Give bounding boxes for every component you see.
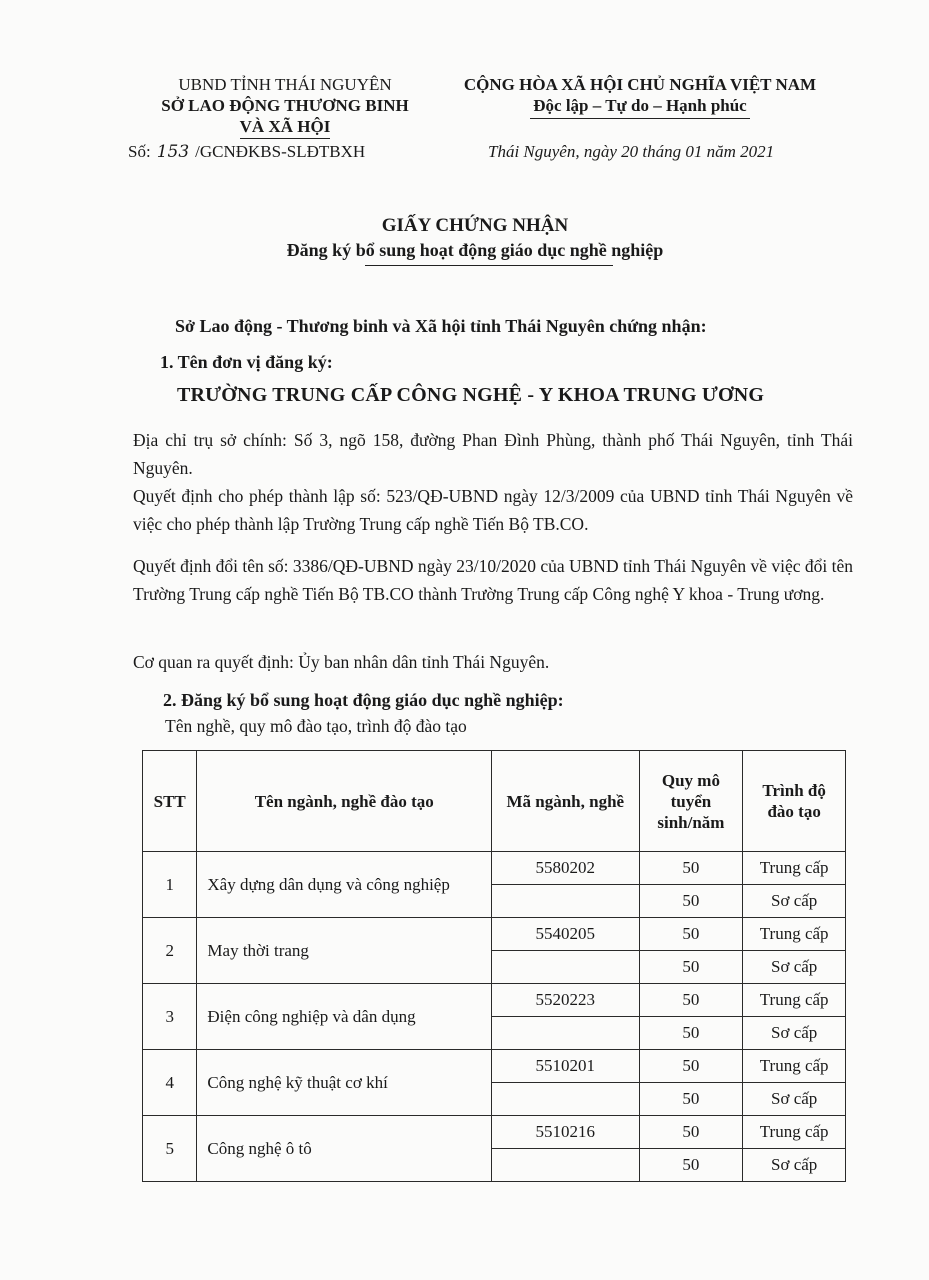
cell-program-code: 5580202 — [492, 852, 639, 885]
cell-enrollment: 50 — [639, 918, 743, 951]
cell-stt: 2 — [143, 918, 197, 984]
doc-number-suffix: /GCNĐKBS-SLĐTBXH — [195, 142, 366, 161]
table-row — [143, 852, 846, 885]
cell-level: Sơ cấp — [743, 1149, 846, 1182]
section-2-heading: 2. Đăng ký bổ sung hoạt động giáo dục nghề nghiệp: — [163, 690, 564, 710]
table-row — [143, 1116, 846, 1149]
training-programs-table — [142, 750, 846, 1182]
issuing-agency-paragraph: Cơ quan ra quyết định: Ủy ban nhân dân tỉnh Thái Nguyên. — [133, 652, 550, 672]
header-program-code: Mã ngành, nghề — [492, 751, 639, 852]
cell-program-code-empty — [492, 1149, 639, 1182]
cell-program-name: Công nghệ kỹ thuật cơ khí — [197, 1050, 492, 1116]
cell-stt: 1 — [143, 852, 197, 918]
place-date-suffix: tháng 01 năm 2021 — [642, 142, 775, 161]
cell-program-code-empty — [492, 1017, 639, 1050]
document-number — [128, 142, 365, 162]
authority-line-1: UBND TỈNH THÁI NGUYÊN — [178, 75, 392, 94]
issuing-authority-block — [120, 74, 450, 139]
cell-enrollment: 50 — [639, 984, 743, 1017]
rename-decision-paragraph: Quyết định đổi tên số: 3386/QĐ-UBND ngày 23/10/2020 của UBND tỉnh Thái Nguyên về việc đổi tên Trường Trung cấp nghề Tiến Bộ TB.CO thành Trường Trung cấp Công nghệ Y khoa - Trung ương. — [133, 556, 853, 604]
address-paragraph: Địa chỉ trụ sở chính: Số 3, ngõ 158, đường Phan Đình Phùng, thành phố Thái Nguyên, tỉnh Thái Nguyên. — [133, 430, 853, 478]
document-title: GIẤY CHỨNG NHẬN — [381, 215, 569, 236]
cell-level: Trung cấp — [743, 918, 846, 951]
certification-intro: Sở Lao động - Thương binh và Xã hội tỉnh Thái Nguyên chứng nhận: — [175, 316, 707, 336]
school-name: TRƯỜNG TRUNG CẤP CÔNG NGHỆ - Y KHOA TRUNG ƯƠNG — [177, 384, 765, 406]
national-motto-block — [440, 74, 840, 119]
cell-level: Sơ cấp — [743, 951, 846, 984]
cell-level: Trung cấp — [743, 984, 846, 1017]
place-date-prefix: Thái Nguyên, ngày — [488, 142, 617, 161]
document-subtitle: Đăng ký bổ sung hoạt động giáo dục nghề nghiệp — [286, 240, 664, 260]
cell-program-name: Công nghệ ô tô — [197, 1116, 492, 1182]
table-row — [143, 1050, 846, 1083]
cell-level: Trung cấp — [743, 1050, 846, 1083]
cell-program-code: 5540205 — [492, 918, 639, 951]
cell-level: Trung cấp — [743, 1116, 846, 1149]
country-name: CỘNG HÒA XÃ HỘI CHỦ NGHĨA VIỆT NAM — [463, 75, 817, 94]
subtitle-underline — [365, 265, 613, 266]
header-enrollment: Quy mô tuyển sinh/năm — [639, 751, 743, 852]
place-date — [488, 142, 774, 162]
cell-program-code-empty — [492, 885, 639, 918]
table-row — [143, 984, 846, 1017]
header-level: Trình độ đào tạo — [743, 751, 846, 852]
doc-number-label: Số: — [128, 142, 151, 161]
day-handwritten: 20 — [621, 142, 639, 161]
cell-enrollment: 50 — [639, 1083, 743, 1116]
section-1-heading: 1. Tên đơn vị đăng ký: — [160, 352, 333, 372]
table-row — [143, 918, 846, 951]
cell-program-name: Xây dựng dân dụng và công nghiệp — [197, 852, 492, 918]
cell-enrollment: 50 — [639, 951, 743, 984]
cell-stt: 3 — [143, 984, 197, 1050]
cell-enrollment: 50 — [639, 1050, 743, 1083]
cell-enrollment: 50 — [639, 1149, 743, 1182]
motto: Độc lập – Tự do – Hạnh phúc — [533, 96, 747, 115]
header-stt: STT — [143, 751, 197, 852]
cell-program-code: 5510216 — [492, 1116, 639, 1149]
table-header-row — [143, 751, 846, 852]
section-2-subheading: Tên nghề, quy mô đào tạo, trình độ đào tạo — [165, 716, 467, 736]
cell-level: Trung cấp — [743, 852, 846, 885]
cell-stt: 5 — [143, 1116, 197, 1182]
doc-number-handwritten: 153 — [156, 142, 190, 162]
cell-stt: 4 — [143, 1050, 197, 1116]
authority-line-2: SỞ LAO ĐỘNG THƯƠNG BINH — [161, 96, 409, 115]
cell-program-name: Điện công nghiệp và dân dụng — [197, 984, 492, 1050]
cell-program-code: 5510201 — [492, 1050, 639, 1083]
authority-underline — [240, 138, 330, 139]
cell-level: Sơ cấp — [743, 1017, 846, 1050]
authority-line-3: VÀ XÃ HỘI — [239, 117, 331, 136]
cell-enrollment: 50 — [639, 1017, 743, 1050]
establishment-decision-paragraph: Quyết định cho phép thành lập số: 523/QĐ-UBND ngày 12/3/2009 của UBND tỉnh Thái Nguyên về việc cho phép thành lập Trường Trung cấp nghề Tiến Bộ TB.CO. — [133, 486, 853, 534]
cell-enrollment: 50 — [639, 885, 743, 918]
cell-level: Sơ cấp — [743, 1083, 846, 1116]
cell-enrollment: 50 — [639, 852, 743, 885]
cell-level: Sơ cấp — [743, 885, 846, 918]
cell-enrollment: 50 — [639, 1116, 743, 1149]
cell-program-code: 5520223 — [492, 984, 639, 1017]
cell-program-name: May thời trang — [197, 918, 492, 984]
motto-underline — [530, 118, 750, 119]
cell-program-code-empty — [492, 1083, 639, 1116]
cell-program-code-empty — [492, 951, 639, 984]
header-program-name: Tên ngành, nghề đào tạo — [197, 751, 492, 852]
